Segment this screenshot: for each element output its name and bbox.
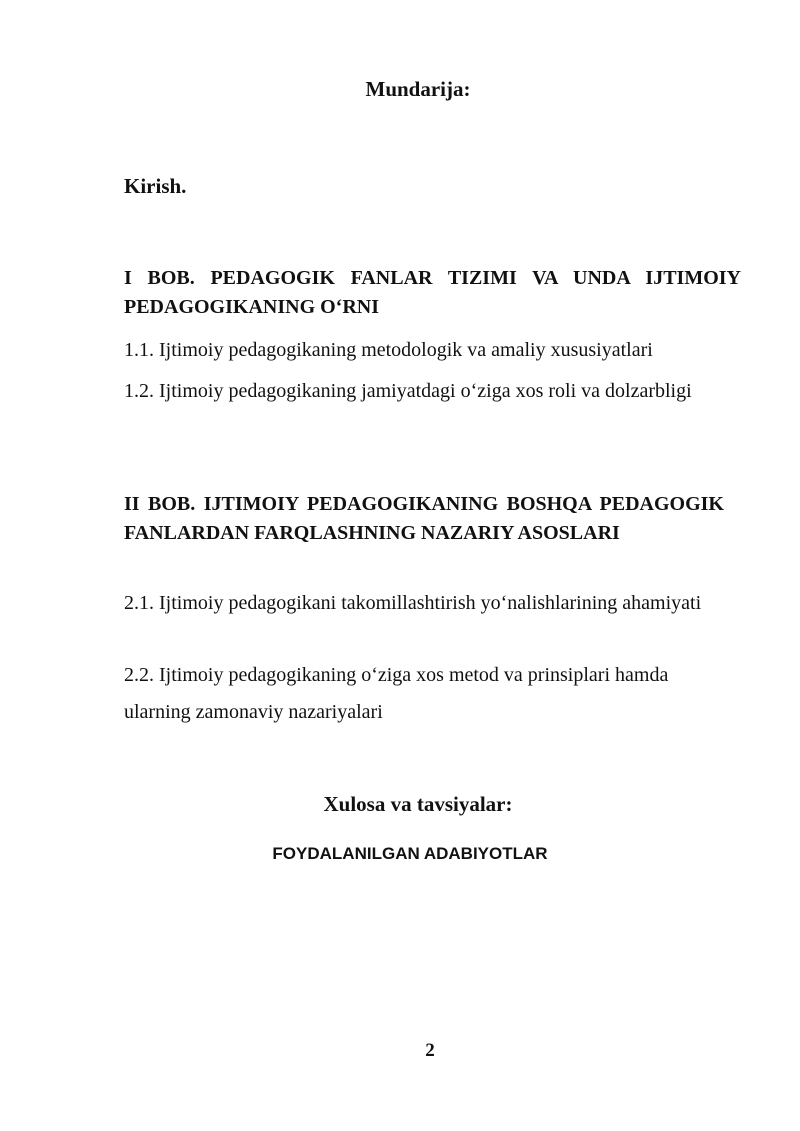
toc-conclusion: Xulosa va tavsiyalar: bbox=[323, 792, 513, 816]
toc-intro: Kirish. bbox=[124, 174, 187, 198]
toc-section-2-1: 2.1. Ijtimoiy pedagogikani takomillashtirish yo‘nalishlarining ahamiyati bbox=[124, 592, 702, 614]
page-number: 2 bbox=[425, 1040, 435, 1061]
toc-section-1-2: 1.2. Ijtimoiy pedagogikaning jamiyatdagi o‘ziga xos roli va dolzarbligi bbox=[124, 380, 692, 402]
toc-references: FOYDALANILGAN ADABIYOTLAR bbox=[272, 844, 548, 863]
page-title: Mundarija: bbox=[365, 77, 471, 101]
toc-chapter-1-heading: I BOB. PEDAGOGIK FANLAR TIZIMI VA UNDA IJTIMOIY PEDAGOGIKANING O‘RNI bbox=[124, 267, 741, 318]
toc-chapter-2-heading: II BOB. IJTIMOIY PEDAGOGIKANING BOSHQA PEDAGOGIK FANLARDAN FARQLASHNING NAZARIY ASOSLARI bbox=[124, 493, 724, 544]
toc-section-1-1: 1.1. Ijtimoiy pedagogikaning metodologik va amaliy xususiyatlari bbox=[124, 339, 653, 361]
toc-section-2-2: 2.2. Ijtimoiy pedagogikaning o‘ziga xos metod va prinsiplari hamda ularning zamonaviy nazariyalari bbox=[124, 664, 669, 723]
